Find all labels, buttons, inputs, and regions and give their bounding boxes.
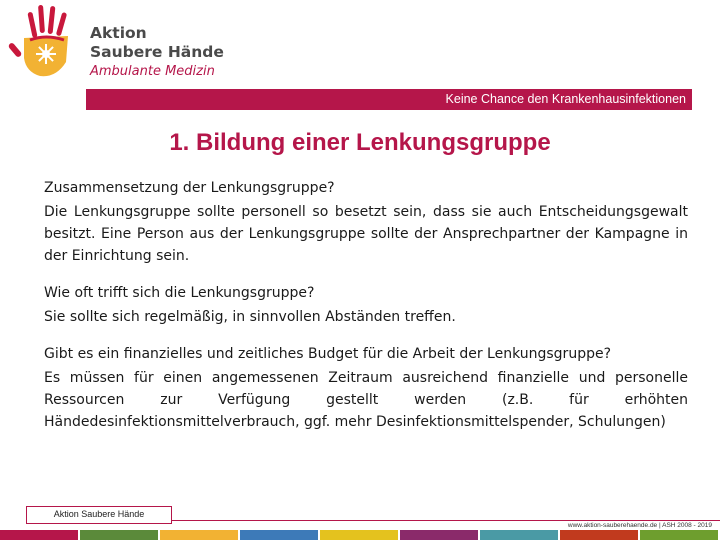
question-heading: Gibt es ein finanzielles und zeitliches Budget für die Arbeit der Lenkungsgruppe? <box>44 346 612 362</box>
slide-title: 1. Bildung einer Lenkungsgruppe <box>169 129 551 156</box>
color-stripe-segment <box>400 530 478 540</box>
footer-website: www.aktion-sauberehaende.de | ASH 2008 - 2019 <box>567 522 712 529</box>
color-stripe-segment <box>320 530 398 540</box>
question-heading: Zusammensetzung der Lenkungsgruppe? <box>44 180 335 196</box>
logo-title-line2: Saubere Hände <box>90 43 224 61</box>
hand-logo-icon <box>6 2 86 82</box>
tagline-text: Keine Chance den Krankenhausinfektionen <box>445 92 686 106</box>
answer-paragraph: Es müssen für einen angemessenen Zeitraum ausreichend finanzielle und personelle Ressourcen zur Verfügung gestellt werden (z.B. für erhöhten Händedesinfektionsmittelverbrauch, ggf. mehr Desinfektionsmittelspender, Schulungen) <box>44 370 688 430</box>
answer-paragraph: Die Lenkungsgruppe sollte personell so besetzt sein, dass sie auch Entscheidungsgewalt besitzt. Eine Person aus der Lenkungsgruppe sollte der Ansprechpartner der Kampagne in der Einrichtung sein. <box>44 204 688 264</box>
slide-content <box>44 176 688 447</box>
question-heading: Wie oft trifft sich die Lenkungsgruppe? <box>44 285 315 301</box>
footer-divider <box>172 520 720 521</box>
color-stripe-segment <box>640 530 718 540</box>
tagline-banner <box>86 89 692 110</box>
answer-paragraph: Sie sollte sich regelmäßig, in sinnvollen Abständen treffen. <box>44 309 456 325</box>
footer-label: Aktion Saubere Hände <box>53 509 145 519</box>
color-stripe-segment <box>240 530 318 540</box>
footer-label-box <box>26 506 172 524</box>
color-stripe-segment <box>480 530 558 540</box>
color-stripe-segment <box>160 530 238 540</box>
color-stripe-segment <box>0 530 78 540</box>
logo-text <box>90 24 224 81</box>
color-stripe-segment <box>80 530 158 540</box>
color-stripe-segment <box>560 530 638 540</box>
logo-title-line1: Aktion <box>90 24 147 42</box>
logo-subtitle: Ambulante Medizin <box>90 64 215 79</box>
color-stripe <box>0 530 720 540</box>
